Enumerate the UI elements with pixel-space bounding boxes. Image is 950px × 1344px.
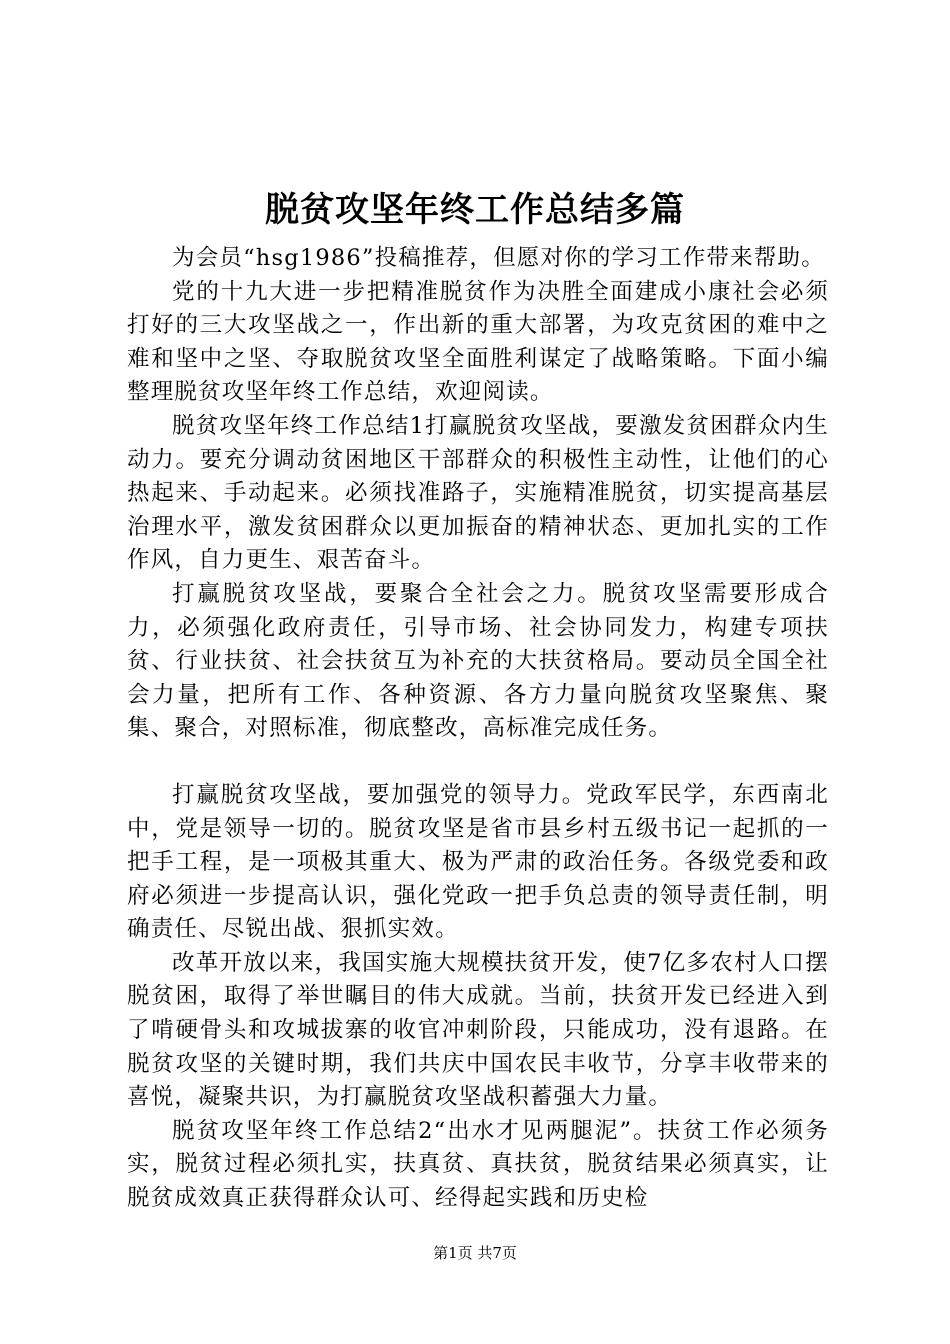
page-footer: 第1页 共7页 — [433, 1244, 517, 1262]
paragraph-intro: 为会员“hsg1986”投稿推荐，但愿对你的学习工作带来帮助。 — [172, 245, 825, 271]
paragraph-reform: 改革开放以来，我国实施大规模扶贫开发，使7亿多农村人口摆脱贫困，取得了举世瞩目的伟大成就。当前，扶贫开发已经进入到了啃硬骨头和攻城拔寨的收官冲刺阶段，只能成功，没有退路。在脱贫攻坚的关键时期，我们共庆中国农民丰收节，分享丰收带来的喜悦，凝聚共识，为打赢脱贫攻坚战积蓄强大力量。 — [127, 949, 829, 1111]
paragraph-summary-2: 脱贫攻坚年终工作总结2“出水才见两腿泥”。扶贫工作必须务实，脱贫过程必须扎实，扶真贫、真扶贫，脱贫结果必须真实，让脱贫成效真正获得群众认可、经得起实践和历史检 — [127, 1117, 829, 1212]
document-title: 脱贫攻坚年终工作总结多篇 — [265, 190, 685, 230]
paragraph-social-force: 打赢脱贫攻坚战，要聚合全社会之力。脱贫攻坚需要形成合力，必须强化政府责任，引导市场、社会协同发力，构建专项扶贫、行业扶贫、社会扶贫互为补充的大扶贫格局。要动员全国全社会力量，把所有工作、各种资源、各方力量向脱贫攻坚聚焦、聚集、聚合，对照标准，彻底整改，高标准完成任务。 — [127, 580, 829, 742]
document-body — [127, 242, 829, 1216]
paragraph-summary-1: 脱贫攻坚年终工作总结1打赢脱贫攻坚战，要激发贫困群众内生动力。要充分调动贫困地区干部群众的积极性主动性，让他们的心热起来、手动起来。必须找准路子，实施精准脱贫，切实提高基层治理水平，激发贫困群众以更加振奋的精神状态、更加扎实的工作作风，自力更生、艰苦奋斗。 — [127, 412, 829, 574]
paragraph-party-leadership: 打赢脱贫攻坚战，要加强党的领导力。党政军民学，东西南北中，党是领导一切的。脱贫攻坚是省市县乡村五级书记一起抓的一把手工程，是一项极其重大、极为严肃的政治任务。各级党委和政府必须进一步提高认识，强化党政一把手负总责的领导责任制，明确责任、尽锐出战、狠抓实效。 — [127, 781, 829, 943]
paragraph-background: 党的十九大进一步把精准脱贫作为决胜全面建成小康社会必须打好的三大攻坚战之一，作出新的重大部署，为攻克贫困的难中之难和坚中之坚、夺取脱贫攻坚全面胜利谋定了战略策略。下面小编整理脱贫攻坚年终工作总结，欢迎阅读。 — [127, 278, 829, 406]
